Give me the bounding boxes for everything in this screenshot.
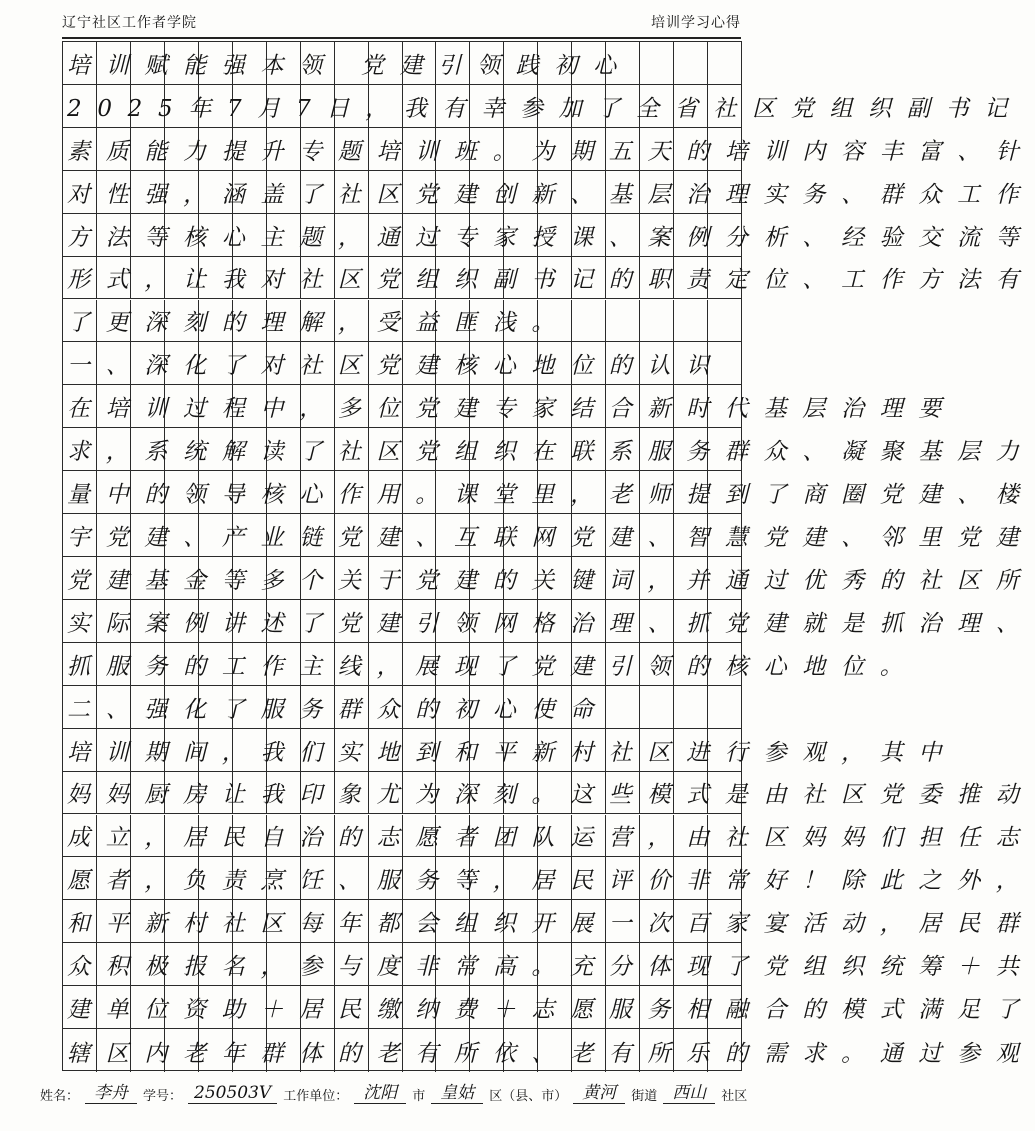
grid-row [63, 686, 741, 729]
grid-row [63, 342, 741, 385]
grid-row [63, 42, 741, 85]
grid-row [63, 986, 1035, 1029]
grid-row [63, 857, 1035, 900]
handwritten-line: 成立，居民自治的志愿者团队运营，由社区妈妈们担任志 [67, 825, 1035, 852]
handwritten-line: 素质能力提升专题培训班。为期五天的培训内容丰富、针 [67, 138, 1035, 165]
grid-row [63, 300, 741, 343]
grid-row [63, 214, 1035, 257]
grid-row [63, 643, 919, 686]
city-label: 市 [412, 1089, 426, 1104]
handwritten-line: 求，系统解读了社区党组织在联系服务群众、凝聚基层力 [67, 439, 1035, 466]
student-id-value: 250503V [188, 1083, 277, 1104]
writing-grid [62, 41, 1035, 1071]
grid-row [63, 171, 1035, 214]
district-value: 皇姑 [431, 1078, 483, 1104]
unit-label: 工作单位： [283, 1089, 349, 1104]
handwritten-line: 妈妈厨房让我印象尤为深刻。这些模式是由社区党委推动 [67, 782, 1035, 809]
grid-row [63, 600, 1035, 643]
handwritten-line: 实际案例讲述了党建引领网格治理、抓党建就是抓治理、 [67, 610, 1035, 637]
handwritten-line: 在培训过程中，多位党建专家结合新时代基层治理要 [67, 396, 958, 423]
handwritten-line: 对性强，涵盖了社区党建创新、基层治理实务、群众工作 [67, 181, 1035, 208]
handwritten-line: 和平新村社区每年都会组织开展一次百家宴活动，居民群 [67, 911, 1035, 938]
city-value: 沈阳 [354, 1078, 406, 1104]
grid-row [63, 385, 958, 428]
handwritten-line: 一、深化了对社区党建核心地位的认识 [67, 353, 725, 380]
handwritten-line: 建单位资助＋居民缴纳费＋志愿服务相融合的模式满足了 [67, 997, 1035, 1024]
handwritten-line: 形式，让我对社区党组织副书记的职责定位、工作方法有 [67, 267, 1035, 294]
handwritten-line: 宇党建、产业链党建、互联网党建、智慧党建、邻里党建 [67, 524, 1035, 551]
grid-row [63, 772, 1035, 815]
handwritten-line: 党建基金等多个关于党建的关键词，并通过优秀的社区所 [67, 567, 1035, 594]
handwritten-line: 量中的领导核心作用。课堂里，老师提到了商圈党建、楼 [67, 482, 1035, 509]
street-value: 黄河 [573, 1078, 625, 1104]
grid-row [63, 943, 1035, 986]
handwritten-line: 辖区内老年群体的老有所依、老有所乐的需求。通过参观 [67, 1040, 1035, 1067]
grid-row [63, 557, 1035, 600]
grid-row [63, 128, 1035, 171]
street-label: 街道 [631, 1089, 658, 1104]
grid-row [63, 514, 1035, 557]
institution-name: 辽宁社区工作者学院 [62, 15, 197, 31]
student-info-footer [40, 1076, 759, 1104]
handwritten-line: 培训赋能强本领 党建引领践初心 [67, 52, 632, 79]
header-divider [62, 37, 741, 39]
grid-row [63, 815, 1035, 858]
grid-row [63, 85, 1023, 128]
document-type: 培训学习心得 [651, 15, 741, 31]
grid-row [63, 257, 1035, 300]
grid-row [63, 900, 1035, 943]
grid-row [63, 729, 958, 772]
grid-row [63, 471, 1035, 514]
id-label: 学号： [143, 1089, 183, 1104]
handwritten-line: 众积极报名，参与度非常高。充分体现了党组织统筹＋共 [67, 954, 1035, 981]
handwritten-line: 了更深刻的理解，受益匪浅。 [67, 310, 571, 337]
handwritten-line: 2025年7月7日，我有幸参加了全省社区党组织副书记 [67, 95, 1023, 122]
name-value: 李舟 [85, 1078, 137, 1104]
community-label: 社区 [721, 1089, 748, 1104]
name-label: 姓名： [40, 1089, 80, 1104]
grid-row [63, 428, 1035, 471]
grid-row [63, 1029, 1035, 1072]
handwritten-line: 二、强化了服务群众的初心使命 [67, 696, 609, 723]
handwritten-line: 培训期间，我们实地到和平新村社区进行参观，其中 [67, 739, 958, 766]
handwritten-line: 方法等核心主题，通过专家授课、案例分析、经验交流等 [67, 224, 1035, 251]
handwritten-line: 愿者，负责烹饪、服务等，居民评价非常好！除此之外， [67, 868, 1035, 895]
community-value: 西山 [663, 1078, 715, 1104]
district-label: 区（县、市） [489, 1089, 568, 1104]
handwritten-line: 抓服务的工作主线，展现了党建引领的核心地位。 [67, 653, 919, 680]
